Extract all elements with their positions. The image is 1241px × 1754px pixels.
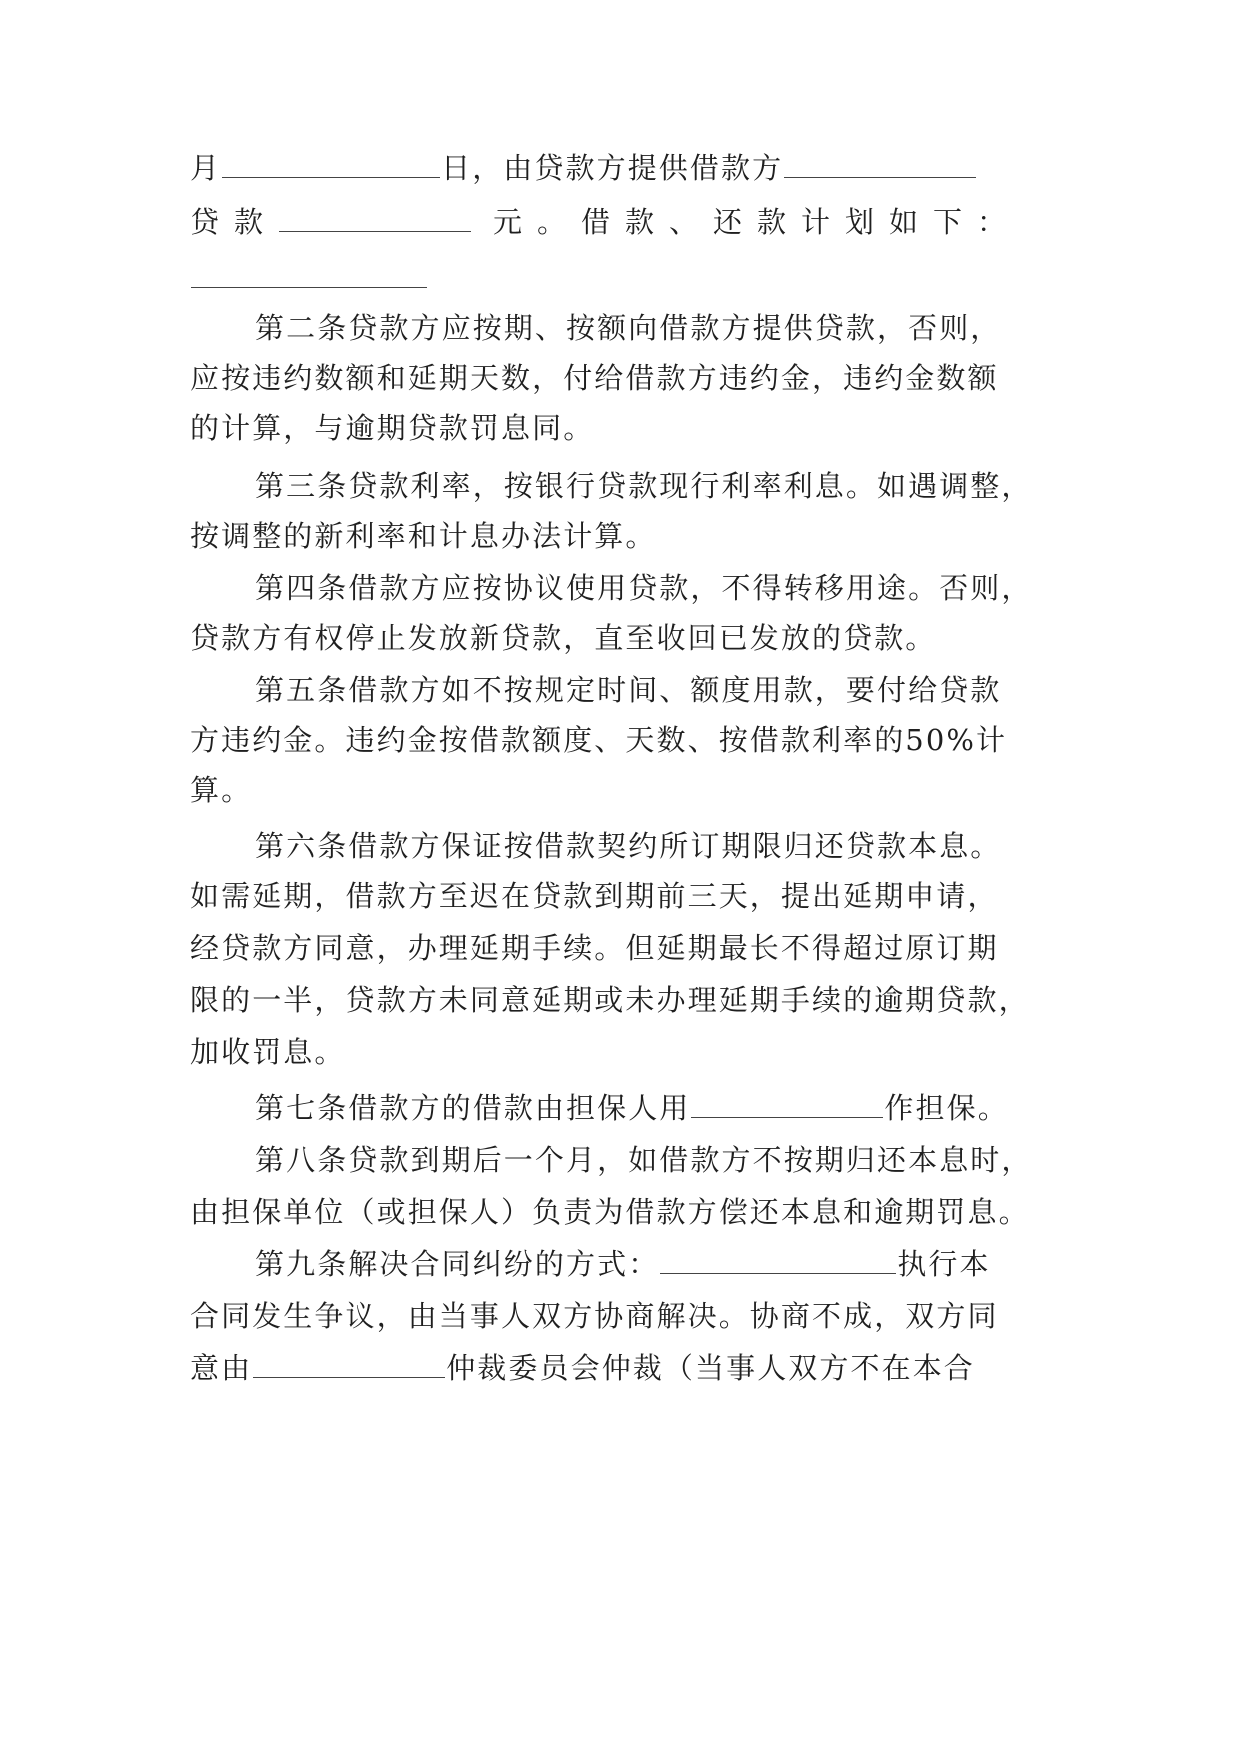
article-6-line-4: 限的一半，贷款方未同意延期或未办理延期手续的逾期贷款， [190, 983, 1030, 1017]
article-8-line-2: 由担保单位（或担保人）负责为借款方偿还本息和逾期罚息。 [190, 1195, 1030, 1229]
article-5-line-1: 第五条借款方如不按规定时间、额度用款，要付给贷款 [255, 673, 1002, 707]
article-9-text-c: 意由 [190, 1351, 253, 1385]
article-9-text-b: 执行本 [897, 1247, 991, 1281]
article-9-text-d: 仲裁委员会仲裁（当事人双方不在本合 [446, 1351, 975, 1385]
article-6-line-1: 第六条借款方保证按借款契约所订期限归还贷款本息。 [255, 829, 1002, 863]
article-3-line-1: 第三条贷款利率，按银行贷款现行利率利息。如遇调整， [255, 469, 1033, 503]
article-4-line-1: 第四条借款方应按协议使用贷款，不得转移用途。否则， [255, 571, 1033, 605]
text-loan: 贷款 [190, 205, 279, 239]
article-2-line-3: 的计算，与逾期贷款罚息同。 [190, 411, 595, 445]
article-7-line-1 [255, 1088, 1009, 1128]
article-9-line-3 [190, 1348, 975, 1388]
article-7-text-b: 作担保。 [884, 1091, 1009, 1125]
article-2-line-1: 第二条贷款方应按期、按额向借款方提供贷款，否则， [255, 311, 1002, 345]
blank-field-amount[interactable] [279, 203, 471, 232]
text-plan: 元。借款、还款计划如下： [493, 205, 1022, 239]
article-6-line-5: 加收罚息。 [190, 1035, 346, 1069]
article-9-line-2: 合同发生争议，由当事人双方协商解决。协商不成，双方同 [190, 1299, 999, 1333]
blank-field-plan[interactable] [191, 259, 427, 288]
article-9-line-1 [255, 1244, 991, 1284]
article-4-line-2: 贷款方有权停止发放新贷款，直至收回已发放的贷款。 [190, 621, 937, 655]
article-5-line-2: 方违约金。违约金按借款额度、天数、按借款利率的50%计 [190, 723, 1008, 757]
text-line-3 [190, 258, 428, 298]
text-line-1 [190, 148, 977, 188]
blank-field-dispute[interactable] [660, 1245, 896, 1274]
blank-field-arbitration[interactable] [253, 1349, 445, 1378]
article-6-line-2: 如需延期，借款方至迟在贷款到期前三天，提出延期申请， [190, 879, 999, 913]
article-2-line-2: 应按违约数额和延期天数，付给借款方违约金，违约金数额 [190, 361, 999, 395]
text-month: 月 [190, 151, 222, 185]
article-6-line-3: 经贷款方同意，办理延期手续。但延期最长不得超过原订期 [190, 931, 999, 965]
blank-field-day[interactable] [222, 149, 440, 178]
article-8-line-1: 第八条贷款到期后一个月，如借款方不按期归还本息时， [255, 1143, 1033, 1177]
text-day-lender: 日，由贷款方提供借款方 [441, 151, 784, 185]
blank-field-borrower[interactable] [784, 149, 976, 178]
article-3-line-2: 按调整的新利率和计息办法计算。 [190, 519, 657, 553]
article-5-line-3: 算。 [190, 773, 253, 807]
text-line-2 [190, 202, 1021, 242]
article-7-text-a: 第七条借款方的借款由担保人用 [255, 1091, 691, 1125]
blank-field-guarantee[interactable] [691, 1089, 883, 1118]
article-9-text-a: 第九条解决合同纠纷的方式： [255, 1247, 660, 1281]
